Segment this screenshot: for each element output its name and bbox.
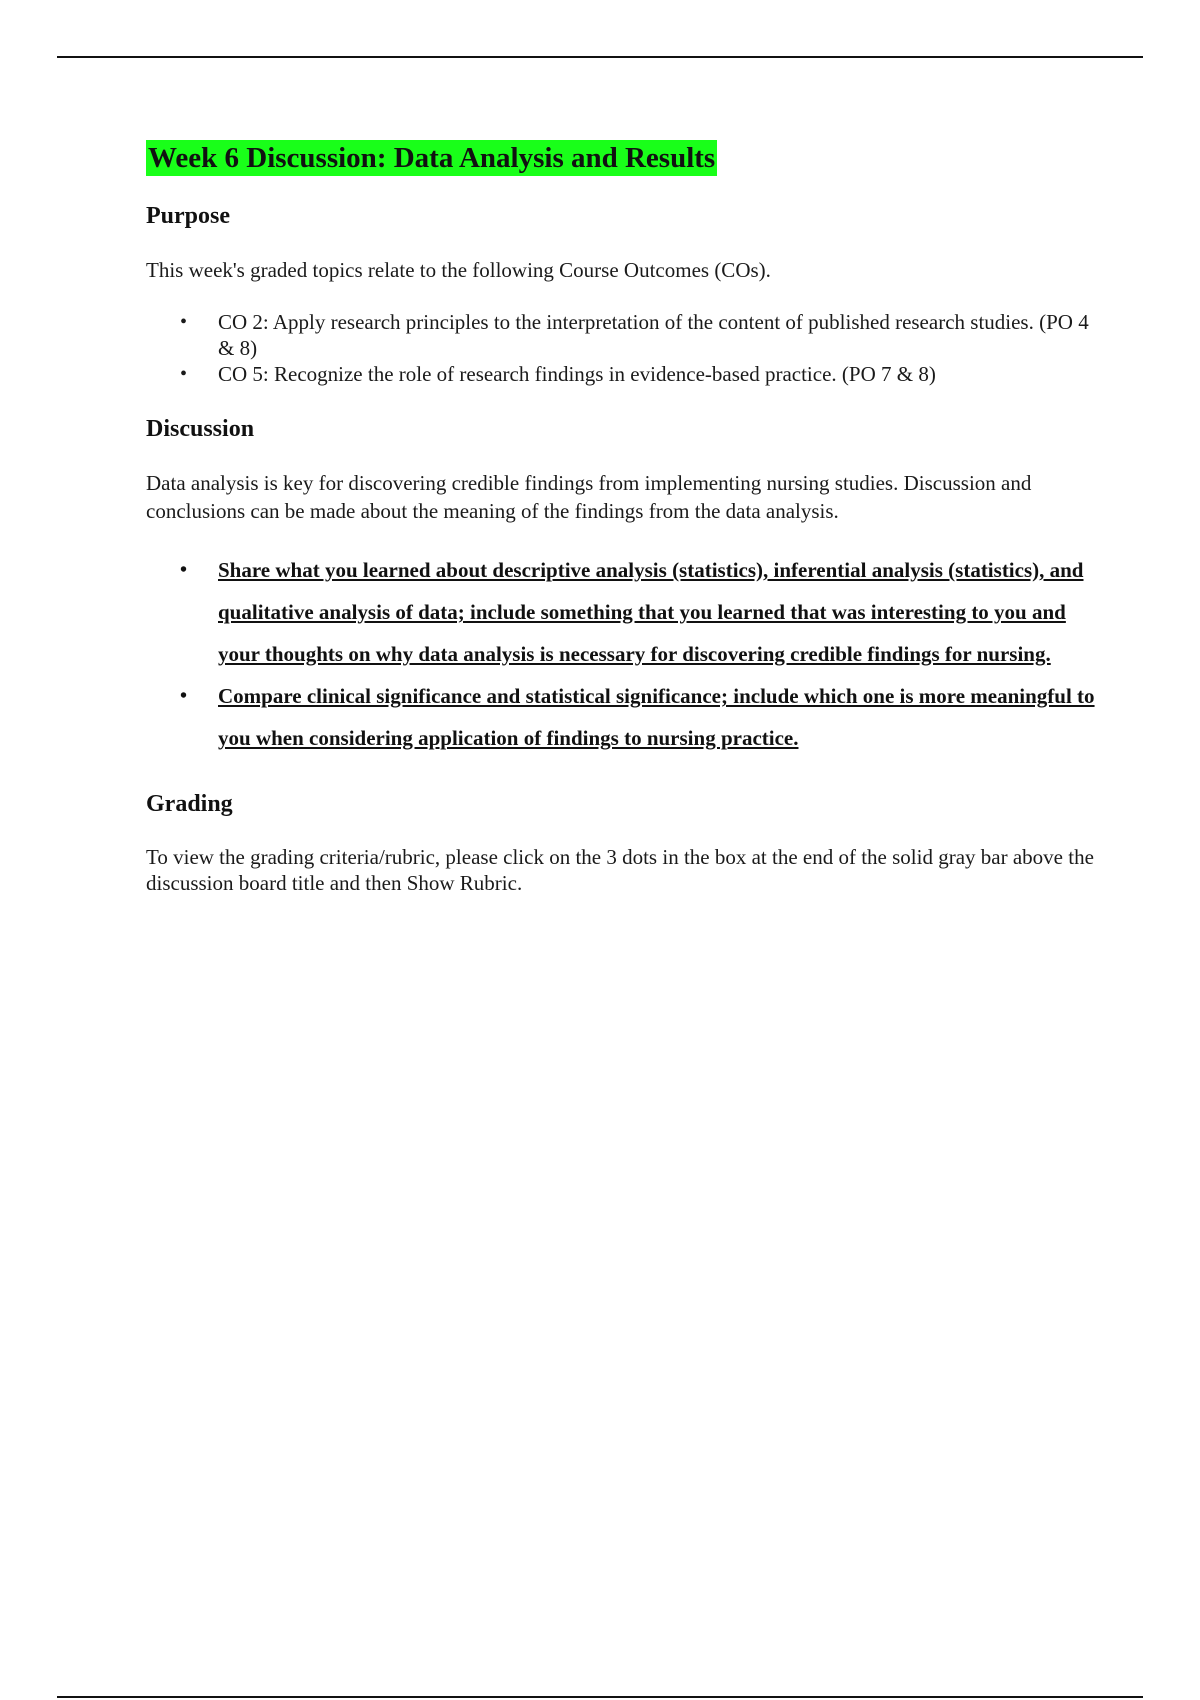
discussion-heading: Discussion — [146, 416, 255, 442]
purpose-heading: Purpose — [146, 203, 230, 229]
document-body — [146, 140, 1106, 896]
list-item-task-data-analysis: • Share what you learned about descriptive analysis (statistics), inferential analysis (statistics), and qualitative analysis of data; include something that you learned that was interesting to you and your thoughts on why data analysis is necessary for discovering credible findings for nursing. — [146, 549, 1106, 675]
grading-paragraph: To view the grading criteria/rubric, please click on the 3 dots in the box at the end of the solid gray bar above the discussion board title and then Show Rubric. — [146, 845, 1094, 895]
discussion-paragraph: Data analysis is key for discovering credible findings from implementing nursing studies. Discussion and conclusions can be made about the meaning of the findings from the data analysis. — [146, 471, 1032, 523]
list-item-co-2: • CO 2: Apply research principles to the interpretation of the content of published research studies. (PO 4 & 8) — [146, 309, 1106, 361]
page-top-rule — [57, 56, 1143, 58]
purpose-intro-text: This week's graded topics relate to the following Course Outcomes (COs). — [146, 258, 771, 282]
course-outcomes-list — [146, 309, 1106, 387]
page-title: Week 6 Discussion: Data Analysis and Results — [148, 142, 716, 174]
list-item-task-significance: • Compare clinical significance and statistical significance; include which one is more meaningful to you when considering application of findings to nursing practice. — [146, 675, 1106, 759]
discussion-task-list — [146, 549, 1106, 759]
grading-heading: Grading — [146, 791, 233, 817]
list-item-co-5: • CO 5: Recognize the role of research findings in evidence-based practice. (PO 7 & 8) — [146, 361, 1106, 387]
page-bottom-rule — [57, 1696, 1143, 1698]
